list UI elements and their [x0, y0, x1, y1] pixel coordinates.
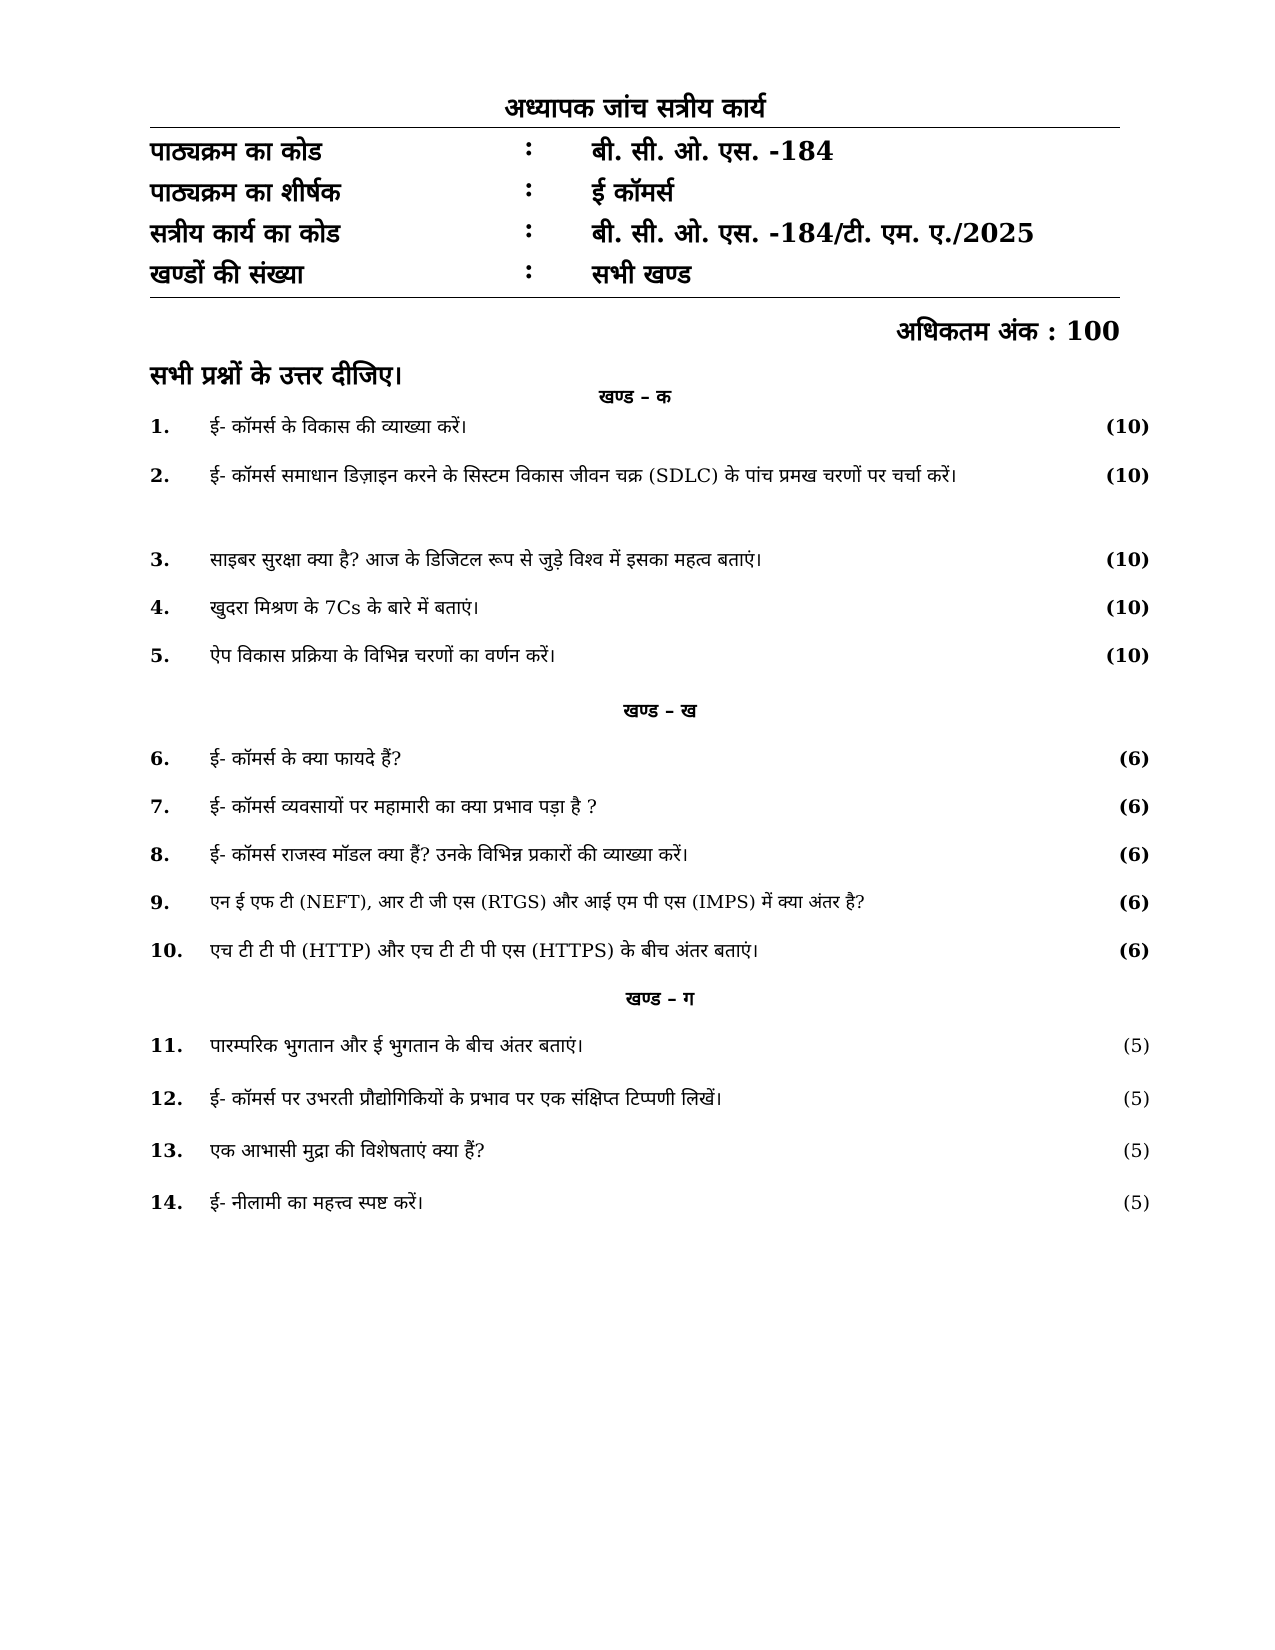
question-number: 5. — [150, 645, 170, 667]
instruction: सभी प्रश्नों के उत्तर दीजिए। — [150, 361, 403, 391]
info-colon: : — [524, 255, 534, 285]
info-label: पाठ्यक्रम का शीर्षक — [150, 178, 341, 208]
info-value: बी. सी. ओ. एस. -184/टी. एम. ए./2025 — [592, 219, 1035, 249]
question-text: ऐप विकास प्रक्रिया के विभिन्न चरणों का वर्णन करें। — [210, 645, 556, 667]
info-label: पाठ्यक्रम का कोड — [150, 137, 322, 167]
question-text: साइबर सुरक्षा क्या है? आज के डिजिटल रूप से जुड़े विश्व में इसका महत्व बताएं। — [210, 549, 762, 571]
info-value: बी. सी. ओ. एस. -184 — [592, 137, 834, 167]
question-marks: (6) — [1118, 940, 1150, 962]
question-text: ई- कॉमर्स राजस्व मॉडल क्या हैं? उनके विभिन्न प्रकारों की व्याख्या करें। — [210, 844, 689, 866]
question-marks: (10) — [1105, 597, 1150, 619]
info-value: ई कॉमर्स — [592, 178, 674, 208]
question-number: 13. — [150, 1140, 184, 1162]
question-number: 6. — [150, 748, 170, 770]
question-number: 8. — [150, 844, 170, 866]
top-divider — [150, 127, 1120, 128]
question-marks: (10) — [1105, 465, 1150, 487]
bottom-divider — [150, 297, 1120, 298]
question-marks: (10) — [1105, 645, 1150, 667]
question-marks: (5) — [1123, 1192, 1150, 1214]
question-text: एक आभासी मुद्रा की विशेषताएं क्या हैं? — [210, 1140, 485, 1162]
info-row-course-title — [150, 173, 1120, 213]
max-marks: अधिकतम अंक : 100 — [896, 317, 1120, 347]
question-marks: (6) — [1118, 844, 1150, 866]
question-marks: (10) — [1105, 549, 1150, 571]
question-number: 7. — [150, 796, 170, 818]
section-heading-c: खण्ड – ग — [625, 988, 695, 1010]
section-heading-b: खण्ड – ख — [623, 700, 697, 722]
info-colon: : — [524, 214, 534, 244]
info-colon: : — [524, 173, 534, 203]
question-text: ई- कॉमर्स समाधान डिज़ाइन करने के सिस्टम विकास जीवन चक्र (SDLC) के पांच प्रमख चरणों पर चर्चा करें। — [210, 465, 957, 487]
question-number: 2. — [150, 465, 170, 487]
question-number: 1. — [150, 416, 170, 438]
question-number: 4. — [150, 597, 170, 619]
question-number: 12. — [150, 1088, 184, 1110]
info-row-blocks — [150, 255, 1120, 295]
question-marks: (6) — [1118, 892, 1150, 914]
page-title: अध्यापक जांच सत्रीय कार्य — [504, 93, 766, 124]
question-text: ई- कॉमर्स पर उभरती प्रौद्योगिकियों के प्रभाव पर एक संक्षिप्त टिप्पणी लिखें। — [210, 1088, 722, 1110]
info-label: खण्डों की संख्या — [150, 260, 304, 290]
question-text: एच टी टी पी (HTTP) और एच टी टी पी एस (HTTPS) के बीच अंतर बताएं। — [210, 940, 759, 962]
question-number: 10. — [150, 940, 184, 962]
question-marks: (6) — [1118, 748, 1150, 770]
question-number: 11. — [150, 1035, 184, 1057]
question-text: ई- नीलामी का महत्त्व स्पष्ट करें। — [210, 1192, 424, 1214]
info-value: सभी खण्ड — [592, 260, 692, 290]
info-label: सत्रीय कार्य का कोड — [150, 219, 340, 249]
question-text: ई- कॉमर्स के विकास की व्याख्या करें। — [210, 416, 467, 438]
question-text: खुदरा मिश्रण के 7Cs के बारे में बताएं। — [210, 597, 479, 619]
info-row-assignment-code — [150, 214, 1120, 254]
question-number: 14. — [150, 1192, 184, 1214]
question-number: 3. — [150, 549, 170, 571]
question-text: ई- कॉमर्स व्यवसायों पर महामारी का क्या प्रभाव पड़ा है ? — [210, 796, 597, 818]
info-colon: : — [524, 132, 534, 162]
question-marks: (5) — [1123, 1035, 1150, 1057]
question-text: पारम्परिक भुगतान और ई भुगतान के बीच अंतर बताएं। — [210, 1035, 584, 1057]
question-marks: (5) — [1123, 1088, 1150, 1110]
section-heading-a: खण्ड – क — [598, 386, 672, 408]
question-number: 9. — [150, 892, 170, 914]
info-row-course-code — [150, 132, 1120, 172]
question-marks: (6) — [1118, 796, 1150, 818]
question-marks: (10) — [1105, 416, 1150, 438]
question-text: एन ई एफ टी (NEFT), आर टी जी एस (RTGS) और आई एम पी एस (IMPS) में क्या अंतर है? — [210, 892, 865, 913]
question-text: ई- कॉमर्स के क्या फायदे हैं? — [210, 748, 402, 770]
question-marks: (5) — [1123, 1140, 1150, 1162]
